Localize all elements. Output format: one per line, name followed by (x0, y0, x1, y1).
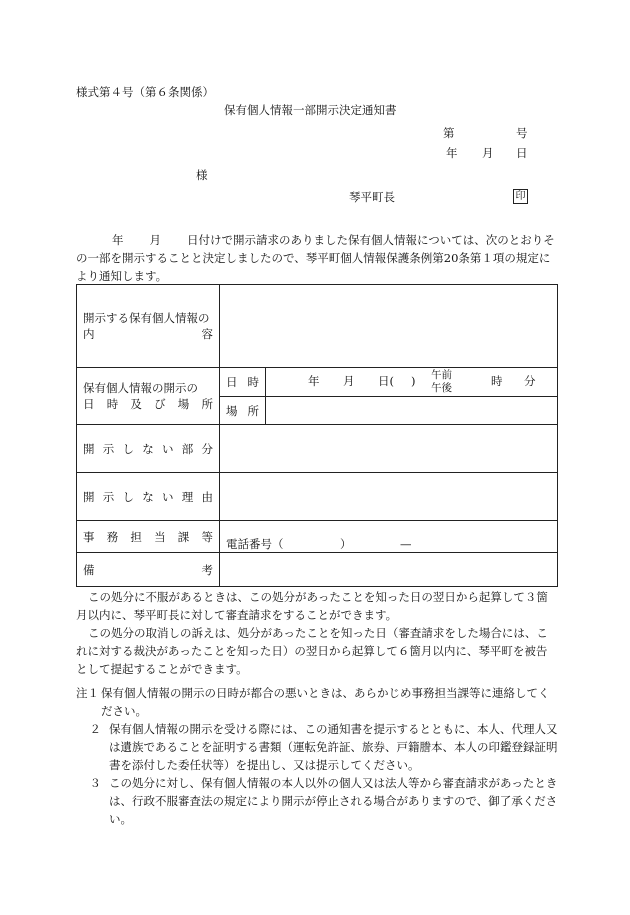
row-office (77, 521, 558, 553)
phone-close: ） (340, 537, 352, 551)
label-place: 場 所 (220, 397, 266, 425)
intro-month: 月 (149, 233, 161, 247)
issuer-name: 琴平町長 (349, 190, 395, 204)
label-disclosed-info: 開示する保有個人情報の 内 容 (77, 285, 220, 368)
label-office: 事 務 担 当 課 等 (77, 521, 220, 553)
label-undisclosed-part: 開 示 し な い 部 分 (77, 425, 220, 473)
value-datetime: 年 月 日( ) 午前 午後 時 分 (266, 368, 558, 397)
seal-mark: 印 (513, 189, 528, 204)
phone-dash: — (400, 537, 412, 551)
intro-paragraph (76, 231, 558, 285)
document-title: 保有個人情報一部開示決定通知書 (224, 103, 397, 117)
appeal-paragraph: この処分に不服があるときは、この処分があったことを知った日の翌日から起算して３箇月以内に、琴平町長に対して審査請求をすることができます。 (76, 590, 548, 622)
note-item: 注１ 保有個人情報の開示の日時が都合の悪いときは、あらかじめ事務担当課等に連絡してください。 (76, 686, 550, 718)
form-number: 様式第４号（第６条関係） (76, 85, 214, 99)
date-year: 年 (446, 146, 458, 160)
notes-list (76, 684, 558, 828)
row-datetime (77, 368, 558, 397)
value-place (266, 397, 558, 425)
value-undisclosed-reason (220, 473, 558, 521)
note-item: ３ この処分に対し、保有個人情報の本人以外の個人又は法人等から審査請求があったときは、行政不服審査法の規定により開示が停止される場合がありますので、御了承ください。 (89, 776, 558, 826)
date-day: 日 (516, 146, 528, 160)
number-dai: 第 (443, 126, 455, 140)
disclosure-table (76, 284, 558, 587)
label-remarks: 備 考 (77, 553, 220, 587)
value-disclosed-info (220, 285, 558, 368)
value-office (220, 521, 558, 553)
row-undisclosed-reason (77, 473, 558, 521)
row-disclosed-info (77, 285, 558, 368)
label-undisclosed-reason: 開 示 し な い 理 由 (77, 473, 220, 521)
number-go: 号 (516, 126, 528, 140)
label-datetime-place: 保有個人情報の開示の 日 時 及 び 場 所 (77, 368, 220, 425)
label-datetime: 日 時 (220, 368, 266, 397)
date-month: 月 (482, 146, 494, 160)
note-item: ２ 保有個人情報の開示を受ける際には、この通知書を提示するとともに、本人、代理人又は遺族であることを証明する書類（運転免許証、旅券、戸籍謄本、本人の印鑑登録証明書を添付した委任状等）を提出し、又は提示してください。 (89, 722, 558, 772)
value-remarks (220, 553, 558, 587)
intro-year: 年 (112, 233, 124, 247)
intro-text: 日付けで開示請求のありました保有個人情報については、次のとおりその一部を開示することと決定しましたので、琴平町個人情報保護条例第20条第１項の規定により通知します。 (76, 233, 555, 283)
row-remarks (77, 553, 558, 587)
lawsuit-paragraph: この処分の取消しの訴えは、処分があったことを知った日（審査請求をした場合には、これに対する裁決があったことを知った日）の翌日から起算して６箇月以内に、琴平町を被告として提起することができます。 (76, 626, 548, 676)
row-undisclosed-part (77, 425, 558, 473)
value-undisclosed-part (220, 425, 558, 473)
addressee-sama: 様 (196, 168, 208, 182)
phone-label: 電話番号（ (226, 537, 284, 551)
